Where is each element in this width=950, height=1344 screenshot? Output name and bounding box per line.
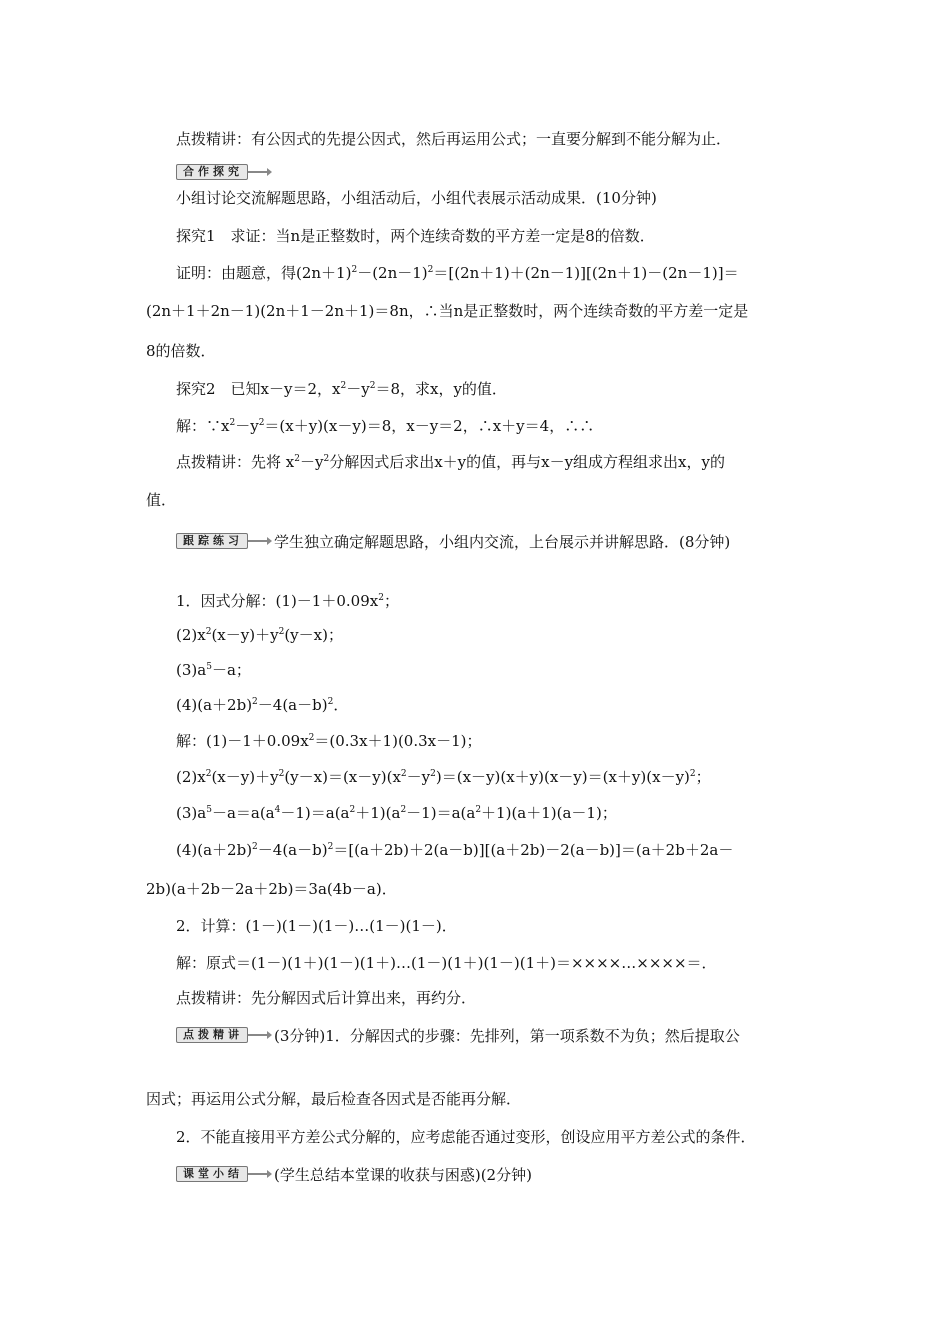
tips-line-2: 因式；再运用公式分解，最后检查各因式是否能再分解． xyxy=(146,1090,522,1108)
arrow-icon xyxy=(248,1034,270,1036)
proof-line-3: 8的倍数． xyxy=(146,342,216,360)
badge-label: 课堂小结 xyxy=(176,1166,248,1182)
solution-1-4: $(4)(a+2b)^2-4(a-b)^2=[(a+2b)+2(a-b)][(a+2b)-2(a-b)]=(a+2b+2a-$ xyxy=(176,841,734,859)
arrow-icon xyxy=(248,540,270,542)
section-badge-tips xyxy=(176,1025,740,1045)
arrow-icon xyxy=(248,1173,270,1175)
section-badge-follow xyxy=(176,531,730,551)
question-1-3: $(3)a^5-a$； xyxy=(176,661,251,679)
tip-2-line-1: 点拨精讲：先将 $x^2-y^2$分解因式后求出x＋y的值，再与x－y组成方程组求出x，y的 xyxy=(176,453,725,471)
solution-2: 解：$\because x^2-y^2=(x+y)(x-y)=8$，x－y＝2，∴x＋y＝4，∴∴ xyxy=(176,417,595,435)
solution-2-calc: 解：原式＝(1－)(1＋)(1－)(1＋)…(1－)(1＋)(1－)(1＋)＝××××…××××＝． xyxy=(176,954,717,972)
badge-label: 合作探究 xyxy=(176,164,248,180)
tip-3: 点拨精讲：先分解因式后计算出来，再约分． xyxy=(176,989,477,1007)
question-1-2: $(2)x^2(x-y)+y^2(y-x)$； xyxy=(176,626,343,644)
question-1-4: $(4)(a+2b)^2-4(a-b)^2$． xyxy=(176,696,349,714)
badge-text: 学生独立确定解题思路，小组内交流，上台展示并讲解思路．(8分钟) xyxy=(274,532,731,551)
paragraph: 小组讨论交流解题思路，小组活动后，小组代表展示活动成果．(10分钟) xyxy=(176,189,657,207)
section-badge-cooperate xyxy=(176,162,270,182)
question-1: 1．因式分解：$(1)-1+0.09x^2$； xyxy=(176,592,399,610)
solution-1-4-cont: 2b)(a＋2b－2a＋2b)＝3a(4b－a)． xyxy=(146,880,397,898)
section-badge-summary xyxy=(176,1164,532,1184)
explore-2-title: 探究2 已知x－y＝2，$x^2-y^2=8$，求x，y的值． xyxy=(176,380,507,398)
question-2: 2．计算：(1－)(1－)(1－)…(1－)(1－)． xyxy=(176,917,457,935)
solution-1-3: $(3)a^5-a=a(a^4-1)=a(a^2+1)(a^2-1)=a(a^2+1)(a+1)(a-1)$； xyxy=(176,804,617,822)
tips-point-2: 2．不能直接用平方差公式分解的，应考虑能否通过变形，创设应用平方差公式的条件． xyxy=(176,1128,756,1146)
badge-text: (学生总结本堂课的收获与困惑)(2分钟) xyxy=(274,1165,532,1184)
tip-2-line-2: 值． xyxy=(146,491,177,509)
solution-1-2: $(2)x^2(x-y)+y^2(y-x)=(x-y)(x^2-y^2)=(x-y)(x+y)(x-y)=(x+y)(x-y)^2$； xyxy=(176,768,711,786)
badge-label: 点拨精讲 xyxy=(176,1027,248,1043)
arrow-icon xyxy=(248,171,270,173)
proof-line-2: (2n＋1＋2n－1)(2n＋1－2n＋1)＝8n，∴当n是正整数时，两个连续奇数的平方差一定是 xyxy=(146,302,749,320)
badge-text: (3分钟)1．分解因式的步骤：先排列，第一项系数不为负；然后提取公 xyxy=(274,1026,740,1045)
badge-label: 跟踪练习 xyxy=(176,533,248,549)
explore-1-title: 探究1 求证：当n是正整数时，两个连续奇数的平方差一定是8的倍数． xyxy=(176,227,655,245)
proof-line-1: 证明：由题意，得$(2n+1)^2-(2n-1)^2=[(2n+1)+(2n-1)][(2n+1)-(2n-1)]=$ xyxy=(176,264,739,282)
tip-paragraph: 点拨精讲：有公因式的先提公因式，然后再运用公式；一直要分解到不能分解为止． xyxy=(176,130,732,148)
solution-1-1: 解：$(1)-1+0.09x^2=(0.3x+1)(0.3x-1)$； xyxy=(176,732,482,750)
